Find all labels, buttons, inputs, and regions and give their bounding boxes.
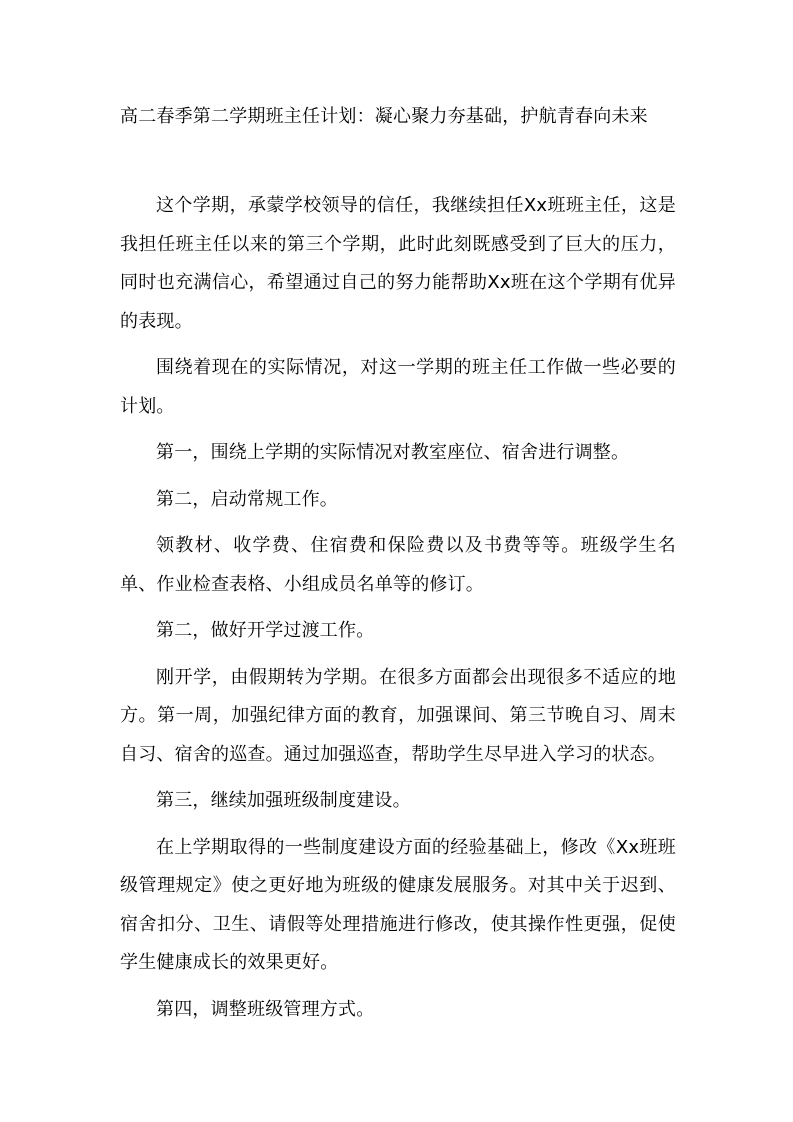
document-body bbox=[120, 187, 676, 1037]
paragraph-item-routine-work: 第二，启动常规工作。 bbox=[156, 488, 338, 510]
document-title: 高二春季第二学期班主任计划：凝心聚力夯基础，护航青春向未来 bbox=[120, 106, 648, 127]
paragraph-item-management-style: 第四，调整班级管理方式。 bbox=[156, 998, 375, 1020]
paragraph-transition-details: 刚开学，由假期转为学期。在很多方面都会出现很多不适应的地方。第一周，加强纪律方面的教育，加强课间、第三节晚自习、周末自习、宿舍的巡查。通过加强巡查，帮助学生尽早进入学习的状态。 bbox=[120, 666, 676, 765]
paragraph-routine-details: 领教材、收学费、住宿费和保险费以及书费等等。班级学生名单、作业检查表格、小组成员名单等的修订。 bbox=[120, 535, 676, 595]
paragraph-item-transition: 第二，做好开学过渡工作。 bbox=[156, 620, 375, 641]
paragraph-class-rules-details: 在上学期取得的一些制度建设方面的经验基础上，修改《Xx班班级管理规定》使之更好地为班级的健康发展服务。对其中关于迟到、宿舍扣分、卫生、请假等处理措施进行修改，使其操作性更强，促使学生健康成长的效果更好。 bbox=[120, 836, 676, 973]
paragraph-item-class-rules: 第三，继续加强班级制度建设。 bbox=[156, 790, 411, 811]
paragraph-plan-lead: 围绕着现在的实际情况，对这一学期的班主任工作做一些必要的计划。 bbox=[120, 357, 676, 417]
paragraph-item-adjust-seating: 第一，围绕上学期的实际情况对教室座位、宿舍进行调整。 bbox=[156, 442, 630, 463]
paragraph-intro: 这个学期，承蒙学校领导的信任，我继续担任Xx班班主任，这是我担任班主任以来的第三个学期，此时此刻既感受到了巨大的压力，同时也充满信心，希望通过自己的努力能帮助Xx班在这个学期有优异的表现。 bbox=[120, 195, 676, 332]
